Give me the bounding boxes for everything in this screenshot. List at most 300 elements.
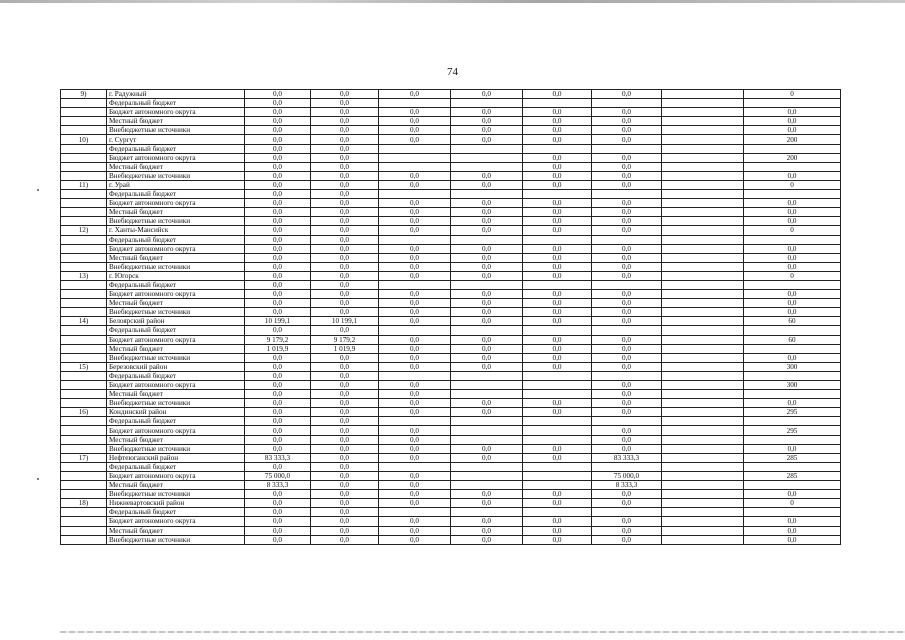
row-number	[61, 117, 107, 126]
row-name: Внебюджетные источники	[107, 399, 245, 408]
row-name: Бюджет автономного округа	[107, 244, 245, 253]
table-body	[61, 90, 841, 545]
value-cell	[592, 371, 662, 380]
value-cell: 0,0	[451, 244, 523, 253]
value-cell: 0,0	[451, 408, 523, 417]
empty-cell	[662, 517, 744, 526]
table-row	[61, 517, 841, 526]
value-cell: 0,0	[592, 126, 662, 135]
table-row	[61, 490, 841, 499]
row-name: Федеральный бюджет	[107, 462, 245, 471]
value-cell: 0,0	[311, 90, 379, 99]
value-cell: 0,0	[379, 171, 451, 180]
last-column-cell: 300	[744, 362, 841, 371]
value-cell	[379, 417, 451, 426]
row-name: Местный бюджет	[107, 253, 245, 262]
value-cell	[379, 235, 451, 244]
value-cell: 0,0	[245, 444, 311, 453]
value-cell: 0,0	[245, 144, 311, 153]
value-cell: 0,0	[245, 535, 311, 544]
scan-edge-top	[0, 0, 905, 3]
value-cell: 0,0	[379, 199, 451, 208]
empty-cell	[662, 417, 744, 426]
empty-cell	[662, 317, 744, 326]
value-cell	[523, 471, 592, 480]
last-column-cell: 295	[744, 426, 841, 435]
value-cell: 0,0	[311, 226, 379, 235]
row-number: 18)	[61, 499, 107, 508]
value-cell: 0,0	[311, 535, 379, 544]
table-row	[61, 171, 841, 180]
value-cell	[523, 190, 592, 199]
value-cell: 0,0	[451, 453, 523, 462]
value-cell: 0,0	[311, 490, 379, 499]
value-cell: 0,0	[311, 390, 379, 399]
row-number	[61, 353, 107, 362]
value-cell: 0,0	[311, 208, 379, 217]
value-cell: 0,0	[245, 108, 311, 117]
value-cell: 0,0	[311, 435, 379, 444]
empty-cell	[662, 253, 744, 262]
value-cell: 0,0	[379, 408, 451, 417]
value-cell: 0,0	[523, 226, 592, 235]
row-name: г. Радужный	[107, 90, 245, 99]
value-cell: 0,0	[311, 199, 379, 208]
value-cell: 0,0	[451, 535, 523, 544]
table-row	[61, 526, 841, 535]
value-cell: 0,0	[311, 117, 379, 126]
row-name: Местный бюджет	[107, 435, 245, 444]
value-cell: 0,0	[523, 444, 592, 453]
last-column-cell: 295	[744, 408, 841, 417]
last-column-cell: 285	[744, 453, 841, 462]
row-number	[61, 390, 107, 399]
value-cell: 0,0	[245, 435, 311, 444]
table-row	[61, 117, 841, 126]
row-name: Внебюджетные источники	[107, 353, 245, 362]
empty-cell	[662, 226, 744, 235]
value-cell: 0,0	[245, 490, 311, 499]
value-cell: 8 333,3	[245, 481, 311, 490]
value-cell: 0,0	[523, 399, 592, 408]
scan-edge-bottom	[60, 631, 905, 633]
last-column-cell: 200	[744, 153, 841, 162]
value-cell: 0,0	[379, 262, 451, 271]
value-cell	[451, 381, 523, 390]
value-cell	[451, 144, 523, 153]
empty-cell	[662, 326, 744, 335]
value-cell: 0,0	[245, 381, 311, 390]
value-cell: 0,0	[592, 444, 662, 453]
empty-cell	[662, 199, 744, 208]
value-cell	[451, 390, 523, 399]
value-cell	[451, 471, 523, 480]
value-cell: 0,0	[311, 235, 379, 244]
value-cell: 0,0	[523, 526, 592, 535]
value-cell: 0,0	[245, 271, 311, 280]
empty-cell	[662, 171, 744, 180]
empty-cell	[662, 299, 744, 308]
value-cell: 0,0	[311, 280, 379, 289]
row-number	[61, 144, 107, 153]
row-name: Местный бюджет	[107, 208, 245, 217]
value-cell: 0,0	[592, 271, 662, 280]
value-cell	[523, 390, 592, 399]
value-cell: 0,0	[245, 408, 311, 417]
value-cell: 0,0	[245, 508, 311, 517]
value-cell: 0,0	[523, 453, 592, 462]
row-number	[61, 99, 107, 108]
value-cell: 0,0	[311, 171, 379, 180]
value-cell: 0,0	[592, 90, 662, 99]
value-cell: 1 019,9	[311, 344, 379, 353]
value-cell: 0,0	[592, 308, 662, 317]
table-row	[61, 199, 841, 208]
value-cell: 0,0	[245, 199, 311, 208]
value-cell: 83 333,3	[245, 453, 311, 462]
value-cell: 0,0	[592, 199, 662, 208]
value-cell: 0,0	[311, 271, 379, 280]
value-cell: 0,0	[311, 290, 379, 299]
last-column-cell: 0,0	[744, 253, 841, 262]
table-row	[61, 271, 841, 280]
value-cell	[451, 280, 523, 289]
value-cell: 0,0	[311, 135, 379, 144]
value-cell: 0,0	[592, 381, 662, 390]
row-number	[61, 217, 107, 226]
table-row	[61, 135, 841, 144]
value-cell: 0,0	[523, 308, 592, 317]
value-cell: 0,0	[451, 317, 523, 326]
table-row	[61, 108, 841, 117]
row-name: Внебюджетные источники	[107, 490, 245, 499]
row-number	[61, 290, 107, 299]
value-cell	[523, 280, 592, 289]
value-cell: 0,0	[245, 126, 311, 135]
value-cell: 0,0	[523, 299, 592, 308]
value-cell: 0,0	[379, 180, 451, 189]
row-name: г. Югорск	[107, 271, 245, 280]
table-row	[61, 253, 841, 262]
row-name: Внебюджетные источники	[107, 535, 245, 544]
row-name: Нефтеюганский район	[107, 453, 245, 462]
value-cell: 0,0	[592, 535, 662, 544]
row-name: Местный бюджет	[107, 117, 245, 126]
value-cell	[451, 417, 523, 426]
row-number	[61, 171, 107, 180]
empty-cell	[662, 462, 744, 471]
value-cell: 8 333,3	[592, 481, 662, 490]
row-name: Бюджет автономного округа	[107, 335, 245, 344]
empty-cell	[662, 453, 744, 462]
value-cell: 0,0	[523, 517, 592, 526]
row-name: Федеральный бюджет	[107, 371, 245, 380]
value-cell: 0,0	[451, 290, 523, 299]
value-cell: 0,0	[592, 217, 662, 226]
value-cell: 0,0	[245, 499, 311, 508]
table-row	[61, 453, 841, 462]
table-row	[61, 381, 841, 390]
value-cell: 0,0	[451, 344, 523, 353]
value-cell: 0,0	[379, 526, 451, 535]
value-cell: 0,0	[245, 117, 311, 126]
value-cell: 0,0	[451, 499, 523, 508]
row-number	[61, 108, 107, 117]
row-number: 15)	[61, 362, 107, 371]
value-cell: 0,0	[311, 499, 379, 508]
row-number	[61, 490, 107, 499]
value-cell	[523, 508, 592, 517]
last-column-cell: 0	[744, 90, 841, 99]
row-number	[61, 262, 107, 271]
value-cell: 0,0	[451, 308, 523, 317]
value-cell: 0,0	[379, 126, 451, 135]
empty-cell	[662, 408, 744, 417]
value-cell	[379, 508, 451, 517]
last-column-cell: 0,0	[744, 444, 841, 453]
value-cell: 0,0	[592, 153, 662, 162]
table-row	[61, 262, 841, 271]
row-name: Внебюджетные источники	[107, 308, 245, 317]
table-row	[61, 444, 841, 453]
last-column-cell: 0,0	[744, 290, 841, 299]
table-row	[61, 481, 841, 490]
value-cell: 0,0	[451, 217, 523, 226]
margin-dot-mark	[37, 478, 39, 480]
row-number	[61, 526, 107, 535]
row-number	[61, 208, 107, 217]
value-cell: 0,0	[379, 381, 451, 390]
value-cell: 0,0	[379, 399, 451, 408]
value-cell: 0,0	[245, 517, 311, 526]
value-cell: 0,0	[523, 171, 592, 180]
value-cell	[523, 326, 592, 335]
last-column-cell	[744, 435, 841, 444]
value-cell	[379, 99, 451, 108]
value-cell	[451, 153, 523, 162]
row-name: Федеральный бюджет	[107, 326, 245, 335]
value-cell: 0,0	[245, 326, 311, 335]
value-cell: 0,0	[311, 162, 379, 171]
last-column-cell: 0,0	[744, 517, 841, 526]
value-cell	[592, 326, 662, 335]
row-number	[61, 308, 107, 317]
value-cell: 0,0	[592, 435, 662, 444]
value-cell: 0,0	[592, 135, 662, 144]
table-row	[61, 471, 841, 480]
value-cell: 75 000,0	[245, 471, 311, 480]
empty-cell	[662, 190, 744, 199]
value-cell: 0,0	[311, 408, 379, 417]
row-name: Федеральный бюджет	[107, 280, 245, 289]
value-cell: 0,0	[311, 244, 379, 253]
value-cell: 0,0	[379, 426, 451, 435]
value-cell: 0,0	[245, 299, 311, 308]
value-cell: 0,0	[311, 371, 379, 380]
value-cell	[379, 280, 451, 289]
last-column-cell: 0,0	[744, 399, 841, 408]
value-cell: 0,0	[245, 226, 311, 235]
value-cell: 0,0	[379, 535, 451, 544]
row-number: 11)	[61, 180, 107, 189]
row-number	[61, 326, 107, 335]
value-cell: 0,0	[451, 90, 523, 99]
value-cell: 0,0	[311, 471, 379, 480]
value-cell: 0,0	[311, 453, 379, 462]
value-cell: 10 199,1	[311, 317, 379, 326]
last-column-cell: 0	[744, 180, 841, 189]
last-column-cell	[744, 508, 841, 517]
value-cell: 0,0	[379, 253, 451, 262]
table-row	[61, 299, 841, 308]
value-cell: 0,0	[523, 499, 592, 508]
row-number	[61, 235, 107, 244]
value-cell	[451, 462, 523, 471]
table-row	[61, 362, 841, 371]
last-column-cell: 0,0	[744, 208, 841, 217]
last-column-cell: 0,0	[744, 490, 841, 499]
value-cell: 0,0	[245, 99, 311, 108]
row-name: Кондинский район	[107, 408, 245, 417]
value-cell: 0,0	[245, 526, 311, 535]
value-cell: 0,0	[311, 108, 379, 117]
row-name: Внебюджетные источники	[107, 217, 245, 226]
empty-cell	[662, 117, 744, 126]
value-cell: 0,0	[523, 135, 592, 144]
last-column-cell: 0,0	[744, 262, 841, 271]
row-name: Местный бюджет	[107, 481, 245, 490]
value-cell	[451, 371, 523, 380]
value-cell	[451, 326, 523, 335]
value-cell: 0,0	[311, 353, 379, 362]
value-cell: 0,0	[451, 399, 523, 408]
empty-cell	[662, 499, 744, 508]
value-cell: 0,0	[245, 462, 311, 471]
row-name: Бюджет автономного округа	[107, 381, 245, 390]
row-name: г. Урай	[107, 180, 245, 189]
value-cell: 0,0	[379, 499, 451, 508]
value-cell: 0,0	[592, 317, 662, 326]
value-cell: 0,0	[311, 462, 379, 471]
empty-cell	[662, 444, 744, 453]
table-row	[61, 217, 841, 226]
table-row	[61, 290, 841, 299]
row-name: Внебюджетные источники	[107, 262, 245, 271]
last-column-cell: 0	[744, 226, 841, 235]
value-cell: 0,0	[379, 453, 451, 462]
value-cell: 0,0	[523, 199, 592, 208]
value-cell: 0,0	[451, 199, 523, 208]
table-row	[61, 208, 841, 217]
row-number	[61, 517, 107, 526]
last-column-cell: 300	[744, 381, 841, 390]
value-cell: 0,0	[311, 326, 379, 335]
empty-cell	[662, 399, 744, 408]
value-cell: 0,0	[245, 353, 311, 362]
value-cell: 0,0	[379, 435, 451, 444]
empty-cell	[662, 271, 744, 280]
value-cell: 0,0	[523, 335, 592, 344]
row-name: Березовский район	[107, 362, 245, 371]
value-cell: 0,0	[311, 381, 379, 390]
last-column-cell: 0,0	[744, 117, 841, 126]
value-cell	[379, 190, 451, 199]
value-cell: 0,0	[451, 335, 523, 344]
value-cell: 0,0	[311, 253, 379, 262]
last-column-cell: 0	[744, 271, 841, 280]
value-cell: 0,0	[245, 308, 311, 317]
empty-cell	[662, 153, 744, 162]
value-cell	[592, 235, 662, 244]
value-cell: 0,0	[379, 90, 451, 99]
value-cell: 0,0	[311, 144, 379, 153]
row-number	[61, 126, 107, 135]
value-cell: 0,0	[523, 153, 592, 162]
row-name: Бюджет автономного округа	[107, 153, 245, 162]
empty-cell	[662, 162, 744, 171]
value-cell	[451, 162, 523, 171]
value-cell: 0,0	[451, 353, 523, 362]
value-cell: 9 179,2	[311, 335, 379, 344]
empty-cell	[662, 144, 744, 153]
row-name: Бюджет автономного округа	[107, 517, 245, 526]
value-cell: 0,0	[245, 290, 311, 299]
value-cell: 0,0	[379, 299, 451, 308]
value-cell: 0,0	[592, 171, 662, 180]
value-cell: 0,0	[592, 390, 662, 399]
value-cell: 0,0	[311, 362, 379, 371]
empty-cell	[662, 381, 744, 390]
row-number	[61, 471, 107, 480]
value-cell: 0,0	[245, 180, 311, 189]
value-cell: 0,0	[379, 362, 451, 371]
value-cell	[523, 381, 592, 390]
value-cell: 0,0	[245, 217, 311, 226]
table-row	[61, 280, 841, 289]
value-cell: 0,0	[311, 126, 379, 135]
empty-cell	[662, 481, 744, 490]
row-number	[61, 462, 107, 471]
last-column-cell	[744, 326, 841, 335]
value-cell: 0,0	[379, 308, 451, 317]
value-cell: 0,0	[592, 499, 662, 508]
budget-table	[60, 89, 841, 545]
row-name: Местный бюджет	[107, 526, 245, 535]
last-column-cell: 0,0	[744, 244, 841, 253]
row-number	[61, 381, 107, 390]
value-cell: 0,0	[311, 417, 379, 426]
last-column-cell: 0	[744, 499, 841, 508]
value-cell: 0,0	[245, 280, 311, 289]
empty-cell	[662, 290, 744, 299]
row-number: 17)	[61, 453, 107, 462]
row-name: г. Ханты-Мансийск	[107, 226, 245, 235]
value-cell	[379, 144, 451, 153]
empty-cell	[662, 217, 744, 226]
value-cell: 0,0	[311, 180, 379, 189]
row-name: Бюджет автономного округа	[107, 290, 245, 299]
last-column-cell: 200	[744, 135, 841, 144]
value-cell: 0,0	[451, 253, 523, 262]
empty-cell	[662, 235, 744, 244]
value-cell: 0,0	[379, 290, 451, 299]
last-column-cell	[744, 344, 841, 353]
value-cell: 0,0	[245, 362, 311, 371]
value-cell: 0,0	[311, 426, 379, 435]
value-cell: 0,0	[592, 117, 662, 126]
value-cell: 0,0	[379, 108, 451, 117]
row-number	[61, 335, 107, 344]
